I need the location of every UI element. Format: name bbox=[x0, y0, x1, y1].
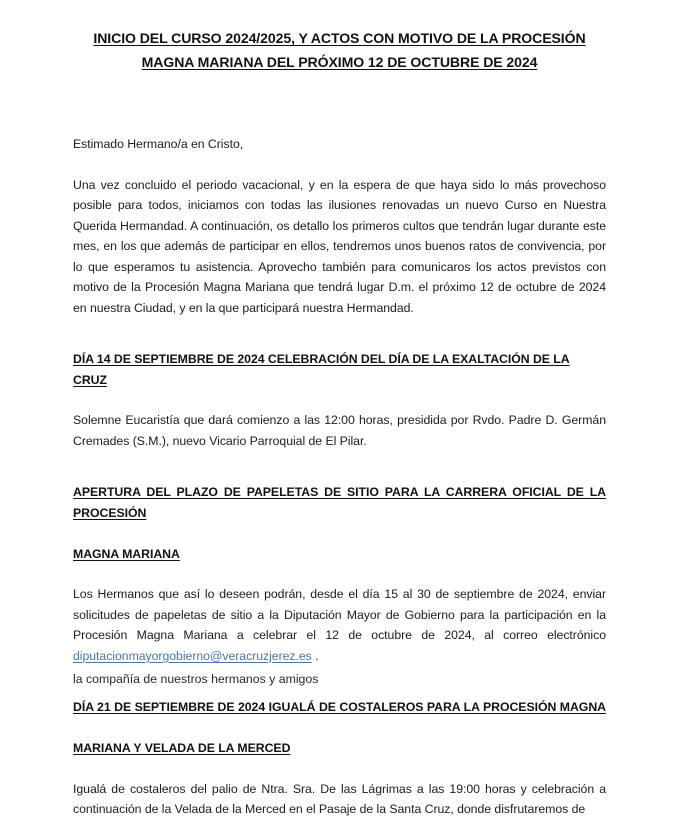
spacer bbox=[73, 318, 606, 349]
document-title-line-2 bbox=[142, 50, 538, 74]
spacer bbox=[73, 390, 606, 410]
section-heading-papeletas-line-2-text: MAGNA MARIANA bbox=[73, 546, 180, 561]
section-heading-exaltacion-cruz-text: DÍA 14 DE SEPTIEMBRE DE 2024 CELEBRACIÓN DEL DÍA DE LA EXALTACIÓN DE LA CRUZ bbox=[73, 352, 570, 387]
section-heading-iguala-line-2-text: MARIANA Y VELADA DE LA MERCED bbox=[73, 741, 291, 755]
document-title-line-1-text: INICIO DEL CURSO 2024/2025, Y ACTOS CON MOTIVO DE LA PROCESIÓN bbox=[93, 30, 586, 46]
spacer bbox=[73, 155, 606, 175]
section-heading-exaltacion-cruz bbox=[73, 349, 606, 390]
document-title-line-1 bbox=[93, 26, 585, 50]
section-heading-papeletas-line-1 bbox=[73, 482, 606, 544]
spacer bbox=[73, 759, 606, 779]
salutation: Estimado Hermano/a en Cristo, bbox=[73, 137, 244, 151]
intro-paragraph: Una vez concluido el periodo vacacional, y en la espera de que haya sido lo más provechoso posible para todos, iniciamos con todas las ilusiones renovadas un nuevo Curso en Nuestra Querida Hermandad. A continuación, os detallo los primeros cultos que tendrán lugar durante este mes, en los que además de participar en ellos, tendremos unos buenos ratos de convivencia, por lo que esperamos tu asistencia. Aprovecho también para comunicaros los actos previstos con motivo de la Procesión Magna Mariana que tendrá lugar D.m. el próximo 12 de octubre de 2024 en nuestra Ciudad, y en la que participará nuestra Hermandad. bbox=[73, 177, 606, 315]
spacer bbox=[73, 451, 606, 482]
document-title bbox=[73, 26, 606, 74]
email-link-diputacion[interactable]: diputacionmayorgobierno@veracruzjerez.es bbox=[73, 648, 312, 663]
clipped-next-line: la compañía de nuestros hermanos y amigos bbox=[73, 672, 319, 686]
section-heading-iguala-line-1 bbox=[73, 697, 606, 738]
section-heading-iguala-line-1-text: DÍA 21 DE SEPTIEMBRE DE 2024 IGUALÁ DE COSTALEROS PARA LA PROCESIÓN MAGNA bbox=[73, 700, 606, 714]
document-title-line-2-text: MAGNA MARIANA DEL PRÓXIMO 12 DE OCTUBRE DE 2024 bbox=[141, 54, 538, 70]
document-body bbox=[73, 134, 606, 820]
section-body-papeletas-post-link: . bbox=[311, 648, 319, 663]
section-body-papeletas-pre-link: Los Hermanos que así lo deseen podrán, desde el día 15 al 30 de septiembre de 2024, enviar solicitudes de papeletas de sitio a la Diputación Mayor de Gobierno para la participación en la Procesión Magna Mariana a celebrar el 12 de octubre de 2024, al correo electrónico bbox=[73, 587, 606, 642]
section-heading-papeletas-line-2 bbox=[73, 544, 606, 565]
section-body-iguala: Igualá de costaleros del palio de Ntra. Sra. De las Lágrimas a las 19:00 horas y celebración a continuación de la Velada de la Merced en el Pasaje de la Santa Cruz, donde disfrutaremos de bbox=[73, 781, 606, 816]
section-body-papeletas bbox=[73, 584, 606, 666]
section-heading-papeletas-line-1-text: APERTURA DEL PLAZO DE PAPELETAS DE SITIO PARA LA CARRERA OFICIAL DE LA PROCESIÓN bbox=[73, 485, 606, 520]
section-body-exaltacion-cruz: Solemne Eucaristía que dará comienzo a las 12:00 horas, presidida por Rvdo. Padre D. Germán Cremades (S.M.), nuevo Vicario Parroquial de El Pilar. bbox=[73, 413, 606, 448]
spacer bbox=[73, 564, 606, 584]
section-heading-iguala-line-2 bbox=[73, 738, 606, 759]
